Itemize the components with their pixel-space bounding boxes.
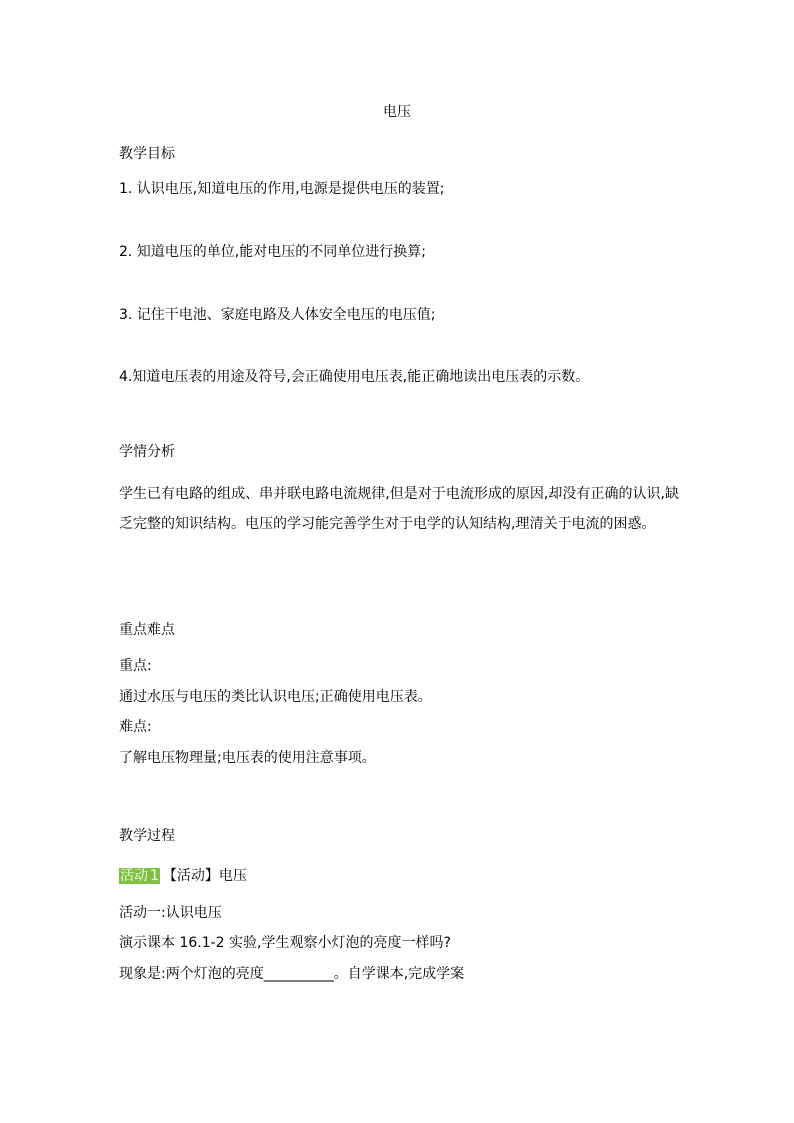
process-line-1: 活动一:认识电压 (119, 905, 222, 921)
objectives-heading: 教学目标 (119, 146, 175, 162)
key-text: 通过水压与电压的类比认识电压;正确使用电压表。 (119, 689, 432, 705)
difficult-text: 了解电压物理量;电压表的使用注意事项。 (119, 750, 376, 766)
difficult-label: 难点: (119, 719, 152, 735)
key-points-heading: 重点难点 (119, 622, 175, 638)
activity-tag: 活动 (120, 868, 148, 884)
activity-number: 1 (150, 868, 159, 884)
document-title: 电压 (383, 104, 411, 120)
key-label: 重点: (119, 658, 152, 674)
process-heading: 教学过程 (119, 828, 175, 844)
activity-header (119, 866, 247, 886)
process-line-2: 演示课本 16.1-2 实验,学生观察小灯泡的亮度一样吗? (119, 935, 451, 951)
objective-item-3: 3. 记住干电池、家庭电路及人体安全电压的电压值; (119, 307, 436, 323)
process-line-3: 现象是:两个灯泡的亮度__________。自学课本,完成学案 (119, 966, 465, 982)
objective-item-4: 4.知道电压表的用途及符号,会正确使用电压表,能正确地读出电压表的示数。 (119, 369, 590, 385)
objective-item-2: 2. 知道电压的单位,能对电压的不同单位进行换算; (119, 244, 426, 260)
activity-title: 【活动】电压 (162, 868, 247, 884)
objective-item-1: 1. 认识电压,知道电压的作用,电源是提供电压的装置; (119, 181, 445, 197)
analysis-heading: 学情分析 (119, 444, 175, 460)
analysis-paragraph: 学生已有电路的组成、串并联电路电流规律,但是对于电流形成的原因,却没有正确的认识,缺乏完整的知识结构。电压的学习能完善学生对于电学的认知结构,理清关于电流的困惑。 (119, 486, 679, 532)
